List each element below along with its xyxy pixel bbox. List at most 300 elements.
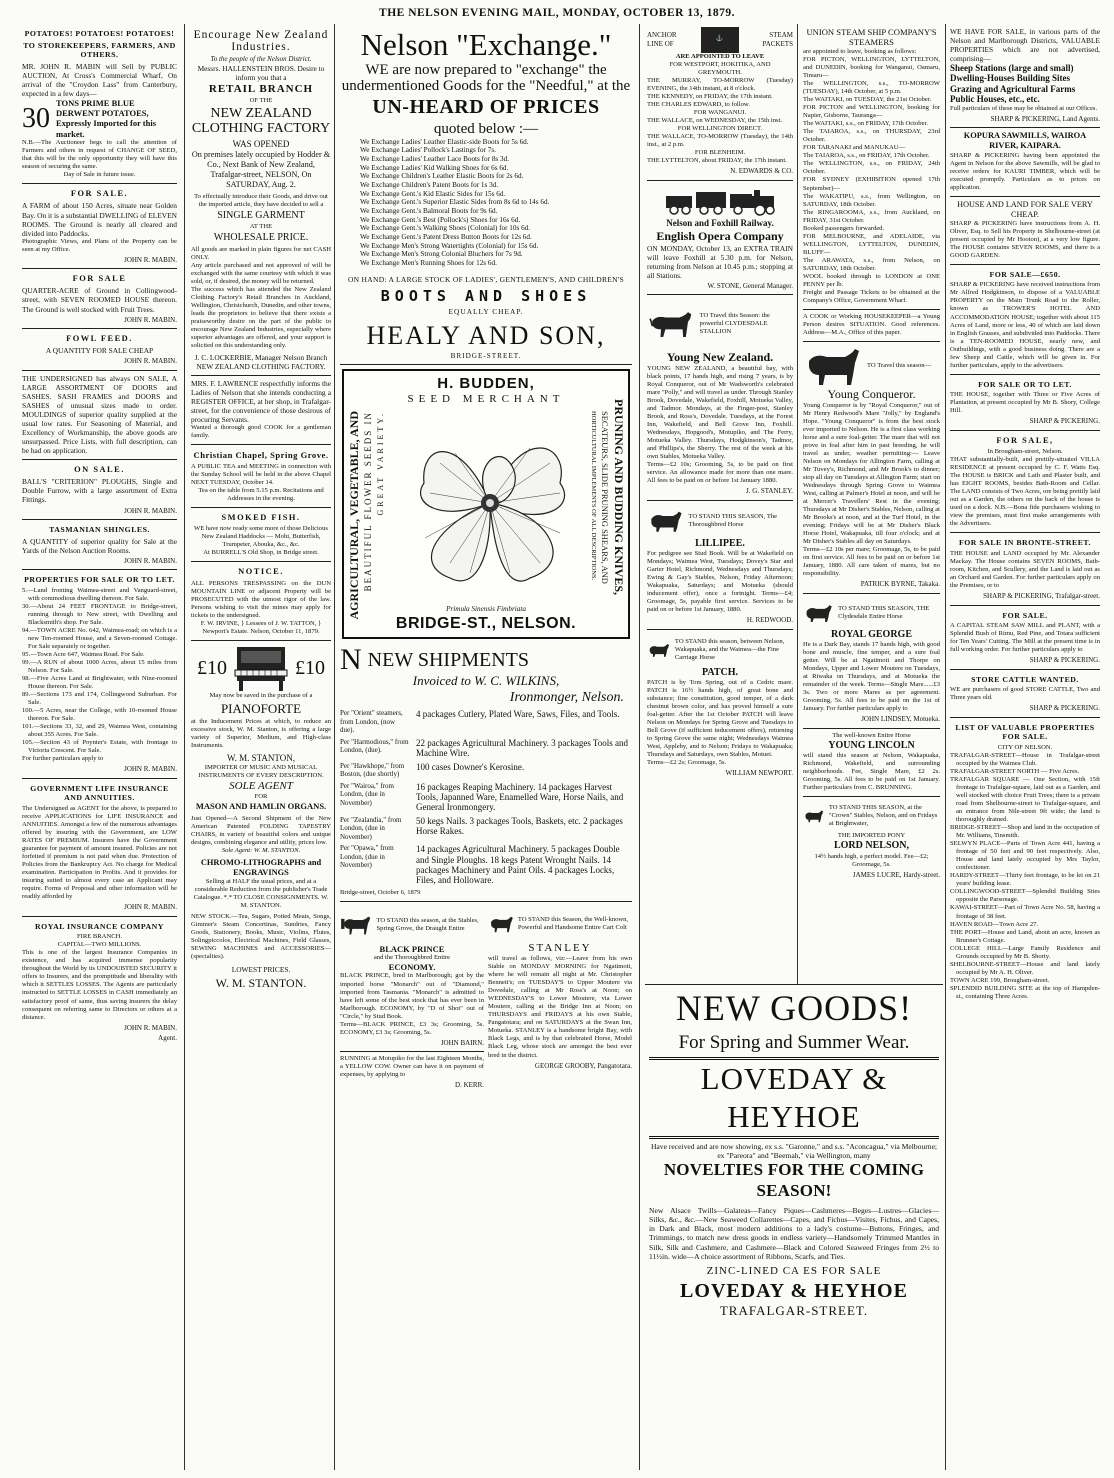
union-heading: UNION STEAM SHIP COMPANY'S STEAMERS xyxy=(806,27,937,48)
invoiced-to: Invoiced to W. C. WILKINS, xyxy=(412,673,560,689)
yc-head: TO Travel this season— xyxy=(867,362,932,370)
fs-heading: FOR SALE. xyxy=(1002,610,1048,620)
signature: JOHN R. MABIN. xyxy=(124,506,177,515)
agent-label: Agent. xyxy=(158,1034,177,1043)
fowl-feed-heading: FOWL FEED. xyxy=(66,334,133,344)
new-shipments: NEW SHIPMENTS xyxy=(367,648,529,671)
on-hand: ON HAND: A LARGE STOCK OF LADIES', GENTLEMEN'S, AND CHILDREN'S xyxy=(347,275,625,285)
royal-george-ad xyxy=(803,594,940,729)
shingles-text: A QUANTITY of superior quality for Sale at the Yards of the Nelson Auction Rooms. xyxy=(22,536,177,555)
government-heading: GOVERNMENT LIFE INSURANCE AND ANNUITIES. xyxy=(30,783,169,803)
price-label: £10 xyxy=(295,656,325,679)
list-item: 100.—5 Acres, near the College, with 10-roomed House thereon. For Sale. xyxy=(22,707,177,723)
taranaki: FOR TARANAKI and MANUKAU— xyxy=(803,144,906,152)
column-2 xyxy=(187,24,335,1472)
budden-seed-ad xyxy=(342,369,630,639)
signature: JOHN R. MABIN. xyxy=(124,315,177,324)
success-text: The success which has attended the New Zealand Clothing Factory's Retail Branches in Auckland, Wellington, Christchurch, Dunedin, and other towns, leads the proprietors to believe that there exists a praiseworthy desire on the part of the public to encourage New Zealand Industries, especially where superior advantages are offered, and your support is solicited on this understanding only. xyxy=(191,285,331,350)
chromo-heading: CHROMO-LITHOGRAPHS and ENGRAVINGS xyxy=(200,857,322,877)
anchor-line-ad xyxy=(647,24,793,181)
on-sale-heading: ON SALE. xyxy=(74,465,125,475)
shipment-row: Per "Wairoa," from London, (due in November) 16 packages Reaping Machinery. 14 packages Harvest Tools, Japanned Ware, Enamelled Ware, Horse Nails, and General Ironmongery. xyxy=(340,781,624,813)
fowl-feed-text: A QUANTITY FOR SALE CHEAP xyxy=(45,346,154,356)
ynz-terms: Terms—£2 10s; Grooming, 5s, to be paid on first service. An allowance made for more than one mare. All fees to be paid on or before 1st January 1880. xyxy=(647,461,793,485)
list-item: We Exchange Gent.'s Superior Elastic Sides from 8s 6d to 14s 6d. xyxy=(360,198,550,207)
shipment-row: Per "Hawkhope," from Boston, (due shortly) 100 cases Downer's Kerosine. xyxy=(340,761,525,779)
stanton-bottom: W. M. STANTON. xyxy=(215,975,307,990)
properties-heading: PROPERTIES FOR SALE OR TO LET. xyxy=(24,575,175,585)
retail-heading: RETAIL BRANCH xyxy=(208,82,314,95)
cart-horse-icon xyxy=(488,906,514,942)
union-steamship-ad xyxy=(803,24,940,310)
budden-address: BRIDGE-ST., NELSON. xyxy=(395,614,577,632)
house-land-heading: HOUSE AND LAND FOR SALE VERY CHEAP. xyxy=(957,199,1093,219)
list-item: COLLINGWOOD-STREET—Splendid Building Sites opposite the Parsonage. xyxy=(950,888,1100,904)
list-item: 94.—TOWN ACRE No. 642, Waimea-road; on which is a new Ten-roomed House, and a Seven-roomed Cottage. For Sale separately or together. xyxy=(22,626,177,650)
lillipee-text: For pedigree see Stud Book. Will be at Wakefield on Mondays; Waimea West, Tuesdays; Dovey's Star and Garter Hotel, Richmond, Wednesdays and Thursdays; Ewing & Gay's Stables, Nelson, Friday Afternoon; Wakapuaka, Saturdays; and Motueka (should inducement offer), once a fortnight. Terms—£4; Groomage, 5s, payable first service. Services to be paid on or before 1st January, 1880. xyxy=(647,550,793,614)
quoted-below: quoted below :— xyxy=(433,120,539,137)
waitaki2: The WAITAKI, s.s., on FRIDAY, 17th October. xyxy=(803,120,928,128)
loveday-heading: LOVEDAY & HEYHOE xyxy=(649,1057,939,1139)
wellington2: The WELLINGTON, s.s., on FRIDAY, 24th October. xyxy=(803,160,940,176)
villa-ad xyxy=(950,431,1100,534)
sale-let-ad xyxy=(950,375,1100,431)
doors-text: THE UNDERSIGNED has always ON SALE, A LARGE ASSORTMENT OF DOORS and SASHES. SASH FRAMES and DOORS and SASHES of unusual sizes made to order. MOULDINGS of superior quality supplied at the usual low rates. For Seasoning of Material, and Excellency of Workmanship, the above goods are unsurpassed. Price Lists, with full description, can be had on application. xyxy=(22,373,177,456)
zinc-line: ZINC-LINED CA ES FOR SALE xyxy=(706,1265,882,1278)
line-of-label: LINE OF xyxy=(647,40,674,48)
marked-text: All goods are marked in plain figures for net CASH ONLY. xyxy=(191,245,331,261)
exchange-sub: WE are now prepared to "exchange" the undermentioned Goods for the "Needful," at the xyxy=(341,61,631,95)
trafalgar-street: TRAFALGAR-STREET. xyxy=(719,1302,869,1318)
vertical-knives-3: HORTICULTURAL IMPLEMENTS OF ALL DESCRIPTIONS. xyxy=(590,411,597,581)
yl-text: will stand this season at Nelson, Wakapuaka, Richmond, Wakefield, and surrounding neighborhoods. Fee, Single Mare, £2 2s. Grooming, 5s. All fees to be paid on 1st January. Further particulars from C. BRUNNING. xyxy=(803,752,940,792)
budden-name: H. BUDDEN, xyxy=(437,375,535,393)
list-item: We Exchange Gent.'s Kid Elastic Sides for 15s 6d. xyxy=(360,189,506,198)
government-text: The Undersigned as AGENT for the above, is prepared to receive APPLICATIONS for LIFE INSURANCE and ANNUITIES. Amongst a few of the numerous advantages offered by insuring with the Government, are LOW RATES OF PREMIUM. Insurers have the Government guarantee for payment of amount insured. Policies are not forfeited if premium is not paid when due. Protection of Policies from the Bankruptcy Act. No charge for Medical examination. Participation in Profits. And it provides for insuring suited to almost every case an Applicant may require. Forms of Proposal and other information will be readily afforded by xyxy=(22,804,177,901)
black-prince-name: BLACK PRINCE xyxy=(379,943,445,954)
list-item: We Exchange Men's Strong Watertights (Colonial) for 15s 6d. xyxy=(360,241,539,250)
list-item: We Exchange Men's Running Shoes for 12s 6d. xyxy=(360,258,497,267)
properties-ad xyxy=(22,570,177,779)
loveday-bottom: LOVEDAY & HEYHOE xyxy=(680,1279,908,1302)
signature: JOHN R. MABIN. xyxy=(124,765,177,774)
register-office-ad xyxy=(191,376,331,445)
fish-text: WE have now ready some more of those Delicious New Zealand Haddocks — Mohi, Butterfish, Trumpeter, Abouka, &c., &c. xyxy=(193,525,329,549)
irvine-signature: F. W. IRVINE, } Lessees of J. W. TATTON, } Newport's Estate. Nelson, October 11, 1879. xyxy=(200,619,322,635)
waitaki: The WAITAKI, on TUESDAY, the 21st October. xyxy=(803,96,932,104)
ln-head: TO STAND THIS SEASON, at the "Crown" Stables, Nelson, and on Fridays at Brightwater, xyxy=(828,804,938,828)
list-item: 101.—Sections 33, 32, and 29, Waimea West, containing about 355 Acres. For Sale. xyxy=(22,723,177,739)
farm-ad xyxy=(22,184,177,269)
rg-signature: JOHN LINDSEY, Motueka. xyxy=(861,715,940,724)
piano-saved: May now be saved in the purchase of a xyxy=(209,691,313,699)
wanganui: FOR WANGANUI. xyxy=(693,109,747,117)
steam-label: STEAM xyxy=(769,31,793,40)
list-item: 98.—Five Acres Land at Brightwater, with Nine-roomed House thereon. For Sale. xyxy=(22,674,177,690)
equally-cheap: EQUALLY CHEAP. xyxy=(448,306,524,316)
fire-branch: FIRE BRANCH. xyxy=(76,933,123,941)
we-have-text: WE HAVE FOR SALE, in various parts of the Nelson and Marlborough Districts, VALUABLE PROPERTIES which are not advertised, comprising— xyxy=(950,27,1100,64)
ynz-signature: J. G. STANLEY. xyxy=(746,487,793,496)
column-3 xyxy=(336,24,636,1472)
seed-merchant: SEED MERCHANT xyxy=(407,393,565,406)
appointed: ARE APPOINTED TO LEAVE xyxy=(675,53,765,60)
stanley-ad xyxy=(488,906,632,1090)
opera-heading: English Opera Company xyxy=(656,228,784,243)
kopura-text: SHARP & PICKERING having been appointed the Agent in Nelson for the above Sawmills, will be glad to receive orders for KAURI TIMBER, which will be executed promptly. Particulars as to prices on application. xyxy=(950,151,1100,191)
column-1 xyxy=(18,24,181,1472)
smoked-fish-heading: SMOKED FISH. xyxy=(221,513,301,523)
day-of-sale: Day of Sale in future issue. xyxy=(63,171,136,179)
stock-text: NEW STOCK.—Tea, Sugars, Potted Meats, Songs, Gimmer's Steam Concertinas, Sundries, Fancy Goods, Stationery, Books, Music, Violins, Flutes, Solingpiccolos, Electrical Machines, Field Glasses, SEWING MACHINES and ACCESSORIES—(specialties). xyxy=(191,913,331,961)
lillipee-name: LILLIPEE. xyxy=(695,537,745,549)
capital: CAPITAL—TWO MILLIONS. xyxy=(57,941,142,949)
pony-icon xyxy=(803,800,825,832)
unheard-heading: UN-HEARD OF PRICES xyxy=(372,96,600,119)
doors-sashes-ad xyxy=(22,371,177,460)
bp-and: and the Thoroughbred Entire xyxy=(373,954,451,962)
lillipee-ad xyxy=(647,501,793,630)
full-particulars: Full particulars of these may be obtained at our Offices. xyxy=(950,104,1098,112)
chromo-text: Selling at HALF the usual prices, and at a considerable Reduction from the publisher's Trade Catalogue. *.* TO CLOSE CONSIGNMENTS. W. M. STANTON. xyxy=(193,878,329,910)
bronte-ad xyxy=(950,533,1100,605)
signature: JOHN R. MABIN. xyxy=(124,255,177,264)
property-list-ad xyxy=(950,718,1100,1005)
anchor-flag-icon: ⚓ xyxy=(701,27,739,53)
premises-text: On premises lately occupied by Hodder & Co., Next Bank of New Zealand, Trafalgar-street, NELSON, On SATURDAY, Aug. 2. xyxy=(191,149,331,189)
list-item: TRAFALGAR-STREET—House in Trafalgar-street occupied by the Waimea Club. xyxy=(950,751,1100,767)
ln-text: 14½ hands high, a perfect model. Fee—£2; Groomage, 5s. xyxy=(814,852,929,868)
anchor-label: ANCHOR xyxy=(647,31,677,40)
taiaroa: The TAIAROA, s.s., on THURSDAY, 23rd October. xyxy=(803,128,940,144)
list-item: We Exchange Ladies' Leather Elastic-side Boots for 5s 6d. xyxy=(360,137,529,146)
list-item: We Exchange Ladies' Kid Walking Shoes for 6s 6d. xyxy=(360,163,509,172)
shipment-row: Per "Orient" steamers, from London, (now due). 4 packages Cutlery, Plated Ware, Saws, Files, and Tools. xyxy=(340,709,620,735)
vertical-knives-2: SECATEURS, SLIDE PRUNING SHEARS, AND xyxy=(600,411,610,585)
rg-text: He is a Dark Bay, stands 17 hands high, with good bone and muscle, fine temper, and a sure foal getter. Will be at Ngatimoti and Thorpe on Mondays, Upper and Lower Moutere on Tuesdays, at Riwaka on Thursdays, and at Motueka the remainder of the week. Terms—Single Mare......£3 3s. Two or more Mares as per agreement. Grooming, 5s. All fees to be paid on the 1st of January. For further particulars apply to xyxy=(803,641,940,713)
sale-let-text: THE HOUSE, together with Three or Five Acres of Plantation, at present occupied by Mr B. Shory, College Hill. xyxy=(950,391,1100,415)
fish-shop: At BURRELL'S Old Shop, in Bridge street. xyxy=(203,549,319,557)
piano-icon xyxy=(233,644,289,692)
ploughs-ad xyxy=(22,460,177,520)
list-item: We Exchange Gent.'s Walking Shoes (Colonial) for 10s 6d. xyxy=(360,224,531,233)
ynz-text: YOUNG NEW ZEALAND, a beautiful bay, with black points, 17 hands high, and rising 7 years, is by Royal Conqueror, out of Mr Wadsworth's celebrated mare "Polly," and will travel as under. Through Stanley Brook, Dovedale, Wakefield, Foxhill, Motueka Valley, and Tadmor. Mondays, at the Finger-post, Stanley Brook, and Ross's, Dovedale. Tuesdays, at the Forest Inn, Wakefield, and Bell Grove Inn, Foxhill. Wednesdays, Hopgood's, Motupiko, and The Ferry, Motueka Valley. Thursdays, Hodgkinson's, Tadmor, and Phillips's, the Sherry. The rest of the week at his own Stables, Motueka Valley. xyxy=(647,364,793,461)
list-item: SHELBOURNE-STREET—House and land lately occupied by Mr A. H. Oliver. xyxy=(950,960,1100,976)
list-item: We Exchange Children's Patent Boots for 1s 3d. xyxy=(360,181,499,190)
young-lincoln-ad xyxy=(803,729,940,797)
royal-george-horse-icon xyxy=(803,597,834,629)
sp-signature: SHARP & PICKERING, Land Agents. xyxy=(990,114,1100,123)
bp-signature: JOHN BAIRN. xyxy=(440,1038,484,1047)
piano-ad xyxy=(191,641,331,994)
patch-signature: WILLIAM NEWPORT. xyxy=(725,769,793,778)
wallace: THE WALLACE, on WEDNESDAY, the 15th inst. xyxy=(647,117,783,125)
villa-text: THAT substantially-built, and prettily-situated VILLA RESIDENCE at present occupied by C. F. Watts Esq. The HOUSE is BRICK and Lath and Plaster built, and has EIGHT ROOMS, besides Bath-Room and Cellar. The LAND consists of Two Acres, ore being prettily laid out as a Garden, the others on the back of the house is used on a dock. N.B.—Bona fide purchasers wishing to view the premises, must first make arrangements with the Advertisers. xyxy=(950,456,1100,528)
clothing-factory-ad xyxy=(191,24,331,376)
tea-time: Tea on the table from 5.15 p.m. Recitations and Addresses in the evening. xyxy=(198,487,324,503)
sp-signature: SHARP & PICKERING, Trafalgar-street. xyxy=(983,592,1100,601)
sheep-stations: Sheep Stations (large and small) Dwelling-Houses Building Sites Grazing and Agricultural Farms Public Houses, etc., etc. xyxy=(950,63,1076,105)
spring-summer: For Spring and Summer Wear. xyxy=(678,1031,910,1053)
tea-text: A PUBLIC TEA and MEETING in connection with the Sunday School will be held in the above Chapel NEXT TUESDAY, October 14. xyxy=(191,462,331,486)
economy-name: ECONOMY. xyxy=(388,962,436,973)
quarter-acre-ad xyxy=(22,269,177,329)
nelson-exchange-ad xyxy=(340,24,632,365)
cattle-heading: STORE CATTLE WANTED. xyxy=(971,674,1079,684)
farm-text: A FARM of about 150 Acres, situate near Golden Bay. On it is a substantial DWELLING of ELEVEN ROOMS. The Ground is nearly all cleared and divided into Paddocks. xyxy=(22,201,177,238)
quarter-acre-text: QUARTER-ACRE of Ground in Collingwood-street, with SEVEN ROOMED HOUSE thereon. The Ground is well stocked with Fruit Trees. xyxy=(22,286,177,314)
list-item: THE PORT—House and Land, about an acre, known as Brunner's Cottage. xyxy=(950,928,1100,944)
shipment-row: Per "Zealandia," from London, (due in November) 50 kegs Nails. 3 packages Tools, Baskets, etc. 2 packages Horse Rakes. xyxy=(340,815,623,841)
rg-head: TO STAND THIS SEASON, THE Clydesdale Entire Horse xyxy=(838,604,930,620)
conqueror-horse-icon xyxy=(803,345,863,387)
wholesale-price: WHOLESALE PRICE. xyxy=(213,232,309,244)
stanley-text: will travel as follows, viz:—Leave from his own Stable on MONDAY MORNING for Ngatimoti, where he will remain all night at Mr. Christopher Bennett's; on TUESDAY'S to Upper Moutere via Dovedale, calling at Mr Ross's at Noon; on WEDNESDAY'S to Lower Moutere, via Lower Moutere, calling at the Bridge Inn at Noon; on THURSDAYS and FRIDAYS at his own Stable, Pangatotara; and on SATURDAYS at the Swan Inn, Motueka. STANLEY is a handsome bright Bay, with Black Legs, and is by that celebrated Horse, Model Black Leg, whose stock are amongst the best ever bred in the district. xyxy=(488,955,632,1059)
union-text: are appointed to leave, booking as follows: xyxy=(803,47,917,55)
vertical-seeds-1: AGRICULTURAL, VEGETABLE, AND xyxy=(347,411,361,620)
kopura-ad xyxy=(950,128,1100,197)
freight: Freight and Passage Tickets to be obtained at the Company's Office, Government Wharf. xyxy=(803,288,940,304)
list-item: TRAFALGAR-STREET NORTH — Five Acres. xyxy=(950,767,1080,775)
royal-insurance-ad xyxy=(22,917,177,1047)
signature: JOHN R. MABIN. xyxy=(124,556,177,565)
vertical-knives-1: PRUNING AND BUDDING KNIVES, xyxy=(612,399,626,596)
taiaroa2: The TAIAROA, s.s., on FRIDAY, 17th October. xyxy=(803,152,930,160)
signature: JOHN R. MABIN. xyxy=(124,357,177,366)
for-sale-650-ad xyxy=(950,265,1100,375)
running-cow-text: RUNNING at Motupiko for the last Eighteen Months, a YELLOW COW. Owner can have it on payment of expenses, by applying to xyxy=(340,1051,484,1079)
list-item: We Exchange Gent.'s Balmoral Boots for 9s 6d. xyxy=(360,206,498,215)
yc-name: Young Conqueror. xyxy=(827,387,916,402)
list-item: COLLEGE HILL—Large Family Residence and Grounds occupied by Mr B. Shorty. xyxy=(950,944,1100,960)
vertical-seeds-3: GREAT VARIETY. xyxy=(376,411,385,516)
carriage-horse-icon xyxy=(647,633,671,667)
stone-signature: W. STONE, General Manager. xyxy=(707,281,793,290)
young-nz-ad xyxy=(647,295,793,501)
arawata: The ARAWATA, s.s., from Nelson, on SATURDAY, 18th October. xyxy=(803,256,940,272)
exchange-title: Nelson "Exchange." xyxy=(360,27,612,62)
shingles-heading: TASMANIAN SHINGLES. xyxy=(49,525,150,535)
lawrence-text: MRS. F. LAWRENCE respectfully informs the Ladies of Nelson that she intends conducting a REGISTER OFFICE, at her shop, in Trafalgar-street, for the convenience of those desirous of procuring Servants. xyxy=(191,379,331,425)
properties-list xyxy=(22,587,177,756)
charles: THE CHARLES EDWARD, to follow. xyxy=(647,101,750,109)
lockerbie-signature: J. C. LOCKERBIE, Manager Nelson Branch NEW ZEALAND CLOTHING FACTORY. xyxy=(194,353,328,372)
pianoforte-heading: PIANOFORTE xyxy=(220,700,302,716)
bridge-date: Bridge-street, October 6, 1879 xyxy=(340,888,421,896)
yc-signature: PATRICK BYRNE, Takaka. xyxy=(860,580,940,589)
city-list xyxy=(950,752,1100,1001)
list-item: 5.—Land fronting Waimea-street and Vanguard-street, with commodious dwelling thereon. For Sale. xyxy=(22,586,177,602)
ploughs-text: BALL'S "CRITERION" PLOUGHS, Single and Double Furrow, with a large assortment of Extra Fittings. xyxy=(22,477,177,505)
ln-imported: THE IMPORTED PONY xyxy=(837,832,906,840)
locomotive-icon xyxy=(660,186,780,216)
patch-name: PATCH. xyxy=(701,666,738,678)
saw-mill-ad xyxy=(950,606,1100,670)
sale-let-heading: FOR SALE OR TO LET. xyxy=(978,379,1072,389)
yl-name: YOUNG LINCOLN xyxy=(828,739,915,751)
list-item: HARDY-STREET—Thirty feet frontage, to be let on 21 years' building lease. xyxy=(950,872,1100,888)
list-item: SPLENDID BUILDING SITE at the top of Hampden-st., containing Three Acres. xyxy=(950,984,1100,1000)
storekeepers-heading: TO STOREKEEPERS, FARMERS, AND OTHERS. xyxy=(23,40,176,59)
chapel-ad xyxy=(191,445,331,508)
exchange-list xyxy=(340,138,632,268)
piano-body: at the Inducement Prices at which, to reduce an excessive stock, W. M. Stanton, is offering a large variety of Superior, Medium, and High-class Instruments. xyxy=(191,717,331,749)
potatoes-ad xyxy=(22,24,177,184)
sole-agent-line: Sole Agent: W. M. STANTON. xyxy=(221,846,301,854)
wallace2: THE WALLACE, TO-MORROW (Tuesday), the 14th inst., at 2 p.m. xyxy=(647,133,793,149)
list-item: 105.—Section 43 of Poynter's Estate, with frontage to Victoria Crescent. For Sale. xyxy=(22,739,177,755)
lyttelton: THE LYTTELTON, about FRIDAY, the 17th instant. xyxy=(647,157,787,165)
thoroughbred-horse-icon xyxy=(647,504,684,538)
picton: FOR PICTON, WELLINGTON, LYTTELTON, and DUNEDIN, booking for Wanganui, Oamaru, Timaru— xyxy=(803,56,940,80)
yc-text: Young Conqueror is by "Royal Conqueror," out of Mr Henry Redwood's Mare "Jolly," by England's Hope. "Young Conqueror" is from the best stock ever imported to Nelson. He is a first class working horse and a sure foal-getter. The mare that will not prove in foal after him in past breeding, he will travel as under, weather permitting:— Leave Nelson on Mondays for Allington Farm, calling at Mr Tuvey's, Richmond, and Mr Brook's to dinner; stop all day on Tuesdays at Allington Farm; start on Wednesdays through Spring Grove to Waimea West, calling at Palmer's Hotel at noon, and will be at Mercer's Travellers' Rest in the evening; Thursdays at Mr Disher's Stables, Nelson, calling at Mr Brooks's at noon, and at the Turf Hotel, in the evening; Fridays will be at Mr Disher's Black Horse Hotel, Wakapuaka, till four o'clock; and at Mr Disher's Stables all day on Saturdays. xyxy=(803,401,940,546)
yc-terms: Terms—£2 10s per mare; Groomage, 5s, to be paid on first service. All fees to be paid on or before 1st January, 1880. All care taken of mares, but no responsibility. xyxy=(803,546,940,578)
lh-text: Have received and are now showing, ex s.s. "Garonne," and s.s. "Aconcagua," via Melbourne; ex "Pareora" and "Beemah," via Wellington, many xyxy=(650,1141,938,1160)
stanton-name: W. M. STANTON, xyxy=(226,752,296,763)
melbourne: FOR MELBOURNE, and ADELAIDE, via WELLINGTON, LYTTELTON, DUNEDIN, BLUFF— xyxy=(803,232,940,256)
rg-name: ROYAL GEORGE xyxy=(830,628,913,640)
notice-text: ALL PERSONS TRESPASSING on the DUN MOUNTAIN LINE or adjacent Property will be PROSECUTED with the utmost rigor of the law. Persons wishing to visit the mines may apply for tickets to the undersigned. xyxy=(191,579,331,619)
nb-text: N.B.—The Auctioneer begs to call the attention of Farmers and others in request of CHANGE OF SEED, that this will be the only opportunity they will have this season of securing the same. xyxy=(22,139,177,171)
ringarooma: The RINGAROOMA, s.s., from Auckland, on FRIDAY, 31st October. xyxy=(803,208,940,224)
edwards-signature: N. EDWARDS & CO. xyxy=(730,167,793,176)
column-6 xyxy=(946,24,1104,1472)
was-opened: WAS OPENED xyxy=(232,138,290,149)
price-label: £10 xyxy=(197,656,227,679)
opera-text: ON MONDAY, October 13, an EXTRA TRAIN will leave Foxhill at 5.30 p.m. for Nelson, returning from Nelson at 10.45 p.m.; stopping at all Stations. xyxy=(647,243,793,280)
ln-signature: JAMES LUCRE, Hardy-street. xyxy=(852,870,940,879)
chairs-text: Just Opened—A Second Shipment of the New American Patented FOLDING TAPESTRY CHAIRS, in variety of beautiful colors and unique designs, combining elegance and utility, prices low. xyxy=(191,814,331,846)
sp-signature: SHARP & PICKERING. xyxy=(1029,704,1100,713)
tons-text: TONS PRIME BLUE DERWENT POTATOES, Expressly Imported for this market. xyxy=(56,97,157,139)
list-heading: LIST OF VALUABLE PROPERTIES FOR SALE. xyxy=(955,722,1095,742)
column-rule xyxy=(184,24,185,1470)
patch-ad xyxy=(647,630,793,782)
fs650-heading: FOR SALE—£650. xyxy=(989,269,1061,279)
young-conqueror-ad xyxy=(803,342,940,594)
blenheim: FOR BLENHEIM. xyxy=(694,149,746,157)
sydney: FOR SYDNEY (EXHIBITION opened 17th September)— xyxy=(803,176,940,192)
list-item: We Exchange Gent.'s Best (Pollock's) Shoes for 16s 6d. xyxy=(360,215,521,224)
list-item: TOWN ACRE 199, Brougham-street. xyxy=(950,976,1050,984)
tons-number: 30 xyxy=(22,102,50,134)
lowest-prices: LOWEST PRICES. xyxy=(231,964,291,974)
black-prince-ad xyxy=(340,906,484,1090)
wellington: FOR WELLINGTON DIRECT. xyxy=(677,125,763,133)
notice-heading: NOTICE. xyxy=(238,567,284,577)
bp-text: BLACK PRINCE, bred in Marlborough; got by the imported horse "Monarch" out of "Diamond," imported from Tasmania. "Monarch" is admitted to have left some of the best stock that has ever been in Marlborough. ECONOMY, by "D of Shot" out of "Circle," by Stud Book. xyxy=(340,972,484,1020)
fowl-feed-ad xyxy=(22,329,177,371)
column-5 xyxy=(799,24,944,978)
cook-text: A COOK or Working HOUSEKEEPER—a Young Person desires SITUATION. Good references. Address—M.A., Office of this paper. xyxy=(803,312,940,337)
nz-clothing-heading: NEW ZEALAND CLOTHING FACTORY xyxy=(191,106,331,136)
railway-ad xyxy=(647,181,793,295)
list-item: TRAFALGAR SQUARE — One Section, with 15ft frontage to Trafalgar-square, laid out as a Garden, and well stocked with choice Fruit Trees; there is a private road from Shelbourne-street to Trafalgar-square, and an entrance from Nile-street 9ft wide; the land is thoroughly drained. xyxy=(950,775,1100,824)
primula-flower-icon xyxy=(400,413,580,593)
list-item: KAWAI-STREET—Part of Town Acre No. 58, having a frontage of 38 feet. xyxy=(950,904,1100,920)
list-item: 30.—About 24 FEET FRONTAGE to Bridge-street, running through to New street, with Dwelling and Blacksmith's shop. For Sale. xyxy=(22,602,177,626)
bronte-text: THE HOUSE and LAND occupied by Mr. Alexander Mackay. The House contains SEVEN ROOMS, Bath-room, Kitchen, and Scullery, and the Land is laid out as an Orchard and Garden. For further particulars apply on the Premises, or to xyxy=(950,549,1100,590)
exchange-text: Any article purchased and not approved of will be exchanged with the same courtesy with which it was sold, or, if desired, the money will be returned. xyxy=(191,261,331,285)
cattle-text: WE are purchasers of good STORE CATTLE, Two and Three years old. xyxy=(950,686,1100,702)
yl-head: The well-known Entire Horse xyxy=(832,731,911,739)
new-goods-heading: NEW GOODS! xyxy=(675,988,913,1028)
ynz-name: Young New Zealand. xyxy=(666,350,774,365)
sole-agent: SOLE AGENT xyxy=(229,779,293,792)
kopura-heading: KOPURA SAWMILLS, WAIROA RIVER, KAIPARA. xyxy=(963,131,1087,151)
house-land-text: SHARP & PICKERING have instructions from A. H. Oliver, Esq. to Sell his Property in Shelbourne-street (at present occupied by Mr Hooton), at a very low figure. The HOUSE contains SEVEN ROOMS, and there is a GOOD GARDEN. xyxy=(950,219,1100,259)
mill-text: A CAPITAL STEAM SAW MILL and PLANT, with a Splendid Bush of Rimu, Red Pine, and Totara sufficient for Ten Years' Cutting. The Mill at the present time is in full working order. For further particulars apply to xyxy=(950,622,1100,654)
shipment-row: Per "Harmodious," from London, (due). 22 packages Agricultural Machinery. 3 packages Tools and Machine Wire. xyxy=(340,737,629,759)
list-item: We Exchange Children's Leather Elastic Boots for 2s 6d. xyxy=(360,172,524,181)
house-land-ad xyxy=(950,197,1100,265)
stanley-signature: GEORGE GROOBY, Pangatotara. xyxy=(534,1061,632,1070)
brougham: In Brougham-street, Nelson. xyxy=(987,448,1063,456)
cattle-ad xyxy=(950,670,1100,718)
mason-hamlin: MASON AND HAMLIN ORGANS. xyxy=(195,801,327,812)
potatoes-heading: POTATOES! POTATOES! POTATOES! xyxy=(24,29,175,38)
patch-terms: Terms—£2 2s; Groomage, 5s. xyxy=(647,759,727,767)
ln-name: LORD NELSON, xyxy=(833,840,909,852)
boots-shoes: BOOTS AND SHOES xyxy=(380,286,592,305)
of-the: OF THE xyxy=(249,97,273,105)
healy-address: BRIDGE-STREET. xyxy=(450,351,522,360)
column-rule xyxy=(639,24,640,1470)
lord-nelson-ad xyxy=(803,797,940,883)
patch-text: PATCH is by Tom Spring, out of a Cedric mare. PATCH is 16½ hands high, of great bone and substance; fine constitution, good temper, of a dark chestnut brown color, and has proved himself a sure foal-getter. After the 1st October PATCH will leave Nelson on Mondays for Spring Grove and Tuesdays to Bell Grove (if sufficient inducement offers), returning to Spring Grove the same night; Wednesdays Waimea West, Appleby, and to Nelson; Fridays to Wakapuaka; Thursdays and Saturdays, own Stables, Motuei. xyxy=(647,679,793,759)
clydesdale-horse-icon xyxy=(647,298,696,350)
we-have-ad xyxy=(950,24,1100,128)
royal-heading: ROYAL INSURANCE COMPANY xyxy=(35,921,164,931)
wakatipu: The WAKATIPU, s.s., from Wellington, on SATURDAY, 18th October. xyxy=(803,192,940,208)
bp-terms: Terms—BLACK PRINCE, £3 3s; Grooming, 5s. ECONOMY, £3 3s; Grooming, 5s. xyxy=(340,1020,484,1036)
draught-horse-icon xyxy=(340,906,372,944)
for-sale-heading: FOR SALE. xyxy=(70,189,129,199)
ynz-head: TO Travel this Season: the powerful CLYDESDALE STALLION xyxy=(699,312,770,336)
westport: FOR WESTPORT, HOKITIKA, AND GREYMOUTH. xyxy=(669,61,771,77)
shingles-ad xyxy=(22,520,177,570)
for-label: FOR xyxy=(254,793,268,801)
chapel-heading: Christian Chapel, Spring Grove. xyxy=(193,450,329,461)
bronte-heading: FOR SALE IN BRONTE-STREET. xyxy=(958,538,1091,548)
mabin-auction-text: MR. JOHN R. MABIN will Sell by PUBLIC AUCTION, At Cross's Commercial Wharf, On arrival of the "Croydon Lass" from Canterbury, expected in a few days— xyxy=(22,61,177,98)
stanley-name: STANLEY xyxy=(528,941,592,954)
list-item: SELWYN PLACE—Parts of Town Acre 441, having a frontage of 50 feet and 90 feet respectively. Also, House and land lately occupied by Mrs Taylor, confectioner. xyxy=(950,840,1100,872)
government-insurance-ad xyxy=(22,779,177,917)
primula-caption: Primula Sinensis Fimbriata xyxy=(446,604,526,613)
redwood-signature: H. REDWOOD. xyxy=(746,616,793,625)
running-signature: D. KERR. xyxy=(455,1081,484,1090)
wanted-cook: Wanted a thorough good COOK for a gentleman family. xyxy=(191,424,331,440)
packets-label: PACKETS xyxy=(762,40,793,48)
wellington-sailing: The WELLINGTON, s.s., TO-MORROW (TUESDAY), 14th October, at 5 p.m. xyxy=(803,80,940,96)
royal-text: This is one of the largest Insurance Companies in existence, and has acquired immense popularity throughout the World by its UNDOUBTED SECURITY it offers to Insurers, and the promptitude and liberality with which it SETTLES LOSSES. The Agents are particularly instructed to SETTLE LOSSES in CASH immediately an satisfactory proof of same, thus saving insurers the delay consequent on referring same to Directors or others at a distance. xyxy=(22,949,177,1021)
cook-situation-ad xyxy=(803,310,940,342)
horse-ads-row xyxy=(340,906,632,1090)
lh-body: New Alsace Twills—Galateas—Fancy Piques—Cashmeres—Beges—Lustres—Glacies—Silks, &c., &c.—New Seaweed Collarettes—Capes, and Fichus—Visites, Fichus, and Capes, in Dark and Black, most modern additions to a lady's costume—Buttons, Fringes, and Trimmings, to match new dress goods in endless variety—Handsomely Trimmed Mantles in Silk, Silk and Cashmere, and Cashmere—Black and Colored Seaweed Fringes from 2½ to 11½in. wide—A choice assortment of Ribbons, Scarfs, and Ties. xyxy=(649,1205,939,1261)
encourage-heading: Encourage New Zealand Industries. xyxy=(193,29,329,54)
hallenstein-text: Messrs. HALLENSTEIN BROS. Desire to inform you that a xyxy=(197,63,325,82)
sp-signature: SHARP & PICKERING. xyxy=(1029,656,1100,665)
kennedy: THE KENNEDY, on FRIDAY, the 17th instant. xyxy=(647,93,773,101)
lillipee-head: TO STAND THIS SEASON, The Thoroughbred Horse xyxy=(688,512,778,528)
list-item: 89.—Sections 173 and 174, Collingwood Suburban. For Sale. xyxy=(22,691,177,707)
napier: FOR PICTON and WELLINGTON, booking for Napier, Gisborne, Tauranga— xyxy=(803,104,940,120)
masthead: THE NELSON EVENING MAIL, MONDAY, OCTOBER 13, 1879. xyxy=(379,7,735,19)
sp-signature: SHARP & PICKERING. xyxy=(1029,417,1100,426)
shipment-row: Per "Opawa," from London, (due in November) 14 packages Agricultural Machinery. 5 packages Double and Single Ploughs. 18 kegs Patent Wrought Nails. 14 packages Machinery and Paint Oils. 4 packages Locks, Files, and Holloware. xyxy=(340,844,620,886)
ironmonger: Ironmonger, Nelson. xyxy=(509,690,624,706)
